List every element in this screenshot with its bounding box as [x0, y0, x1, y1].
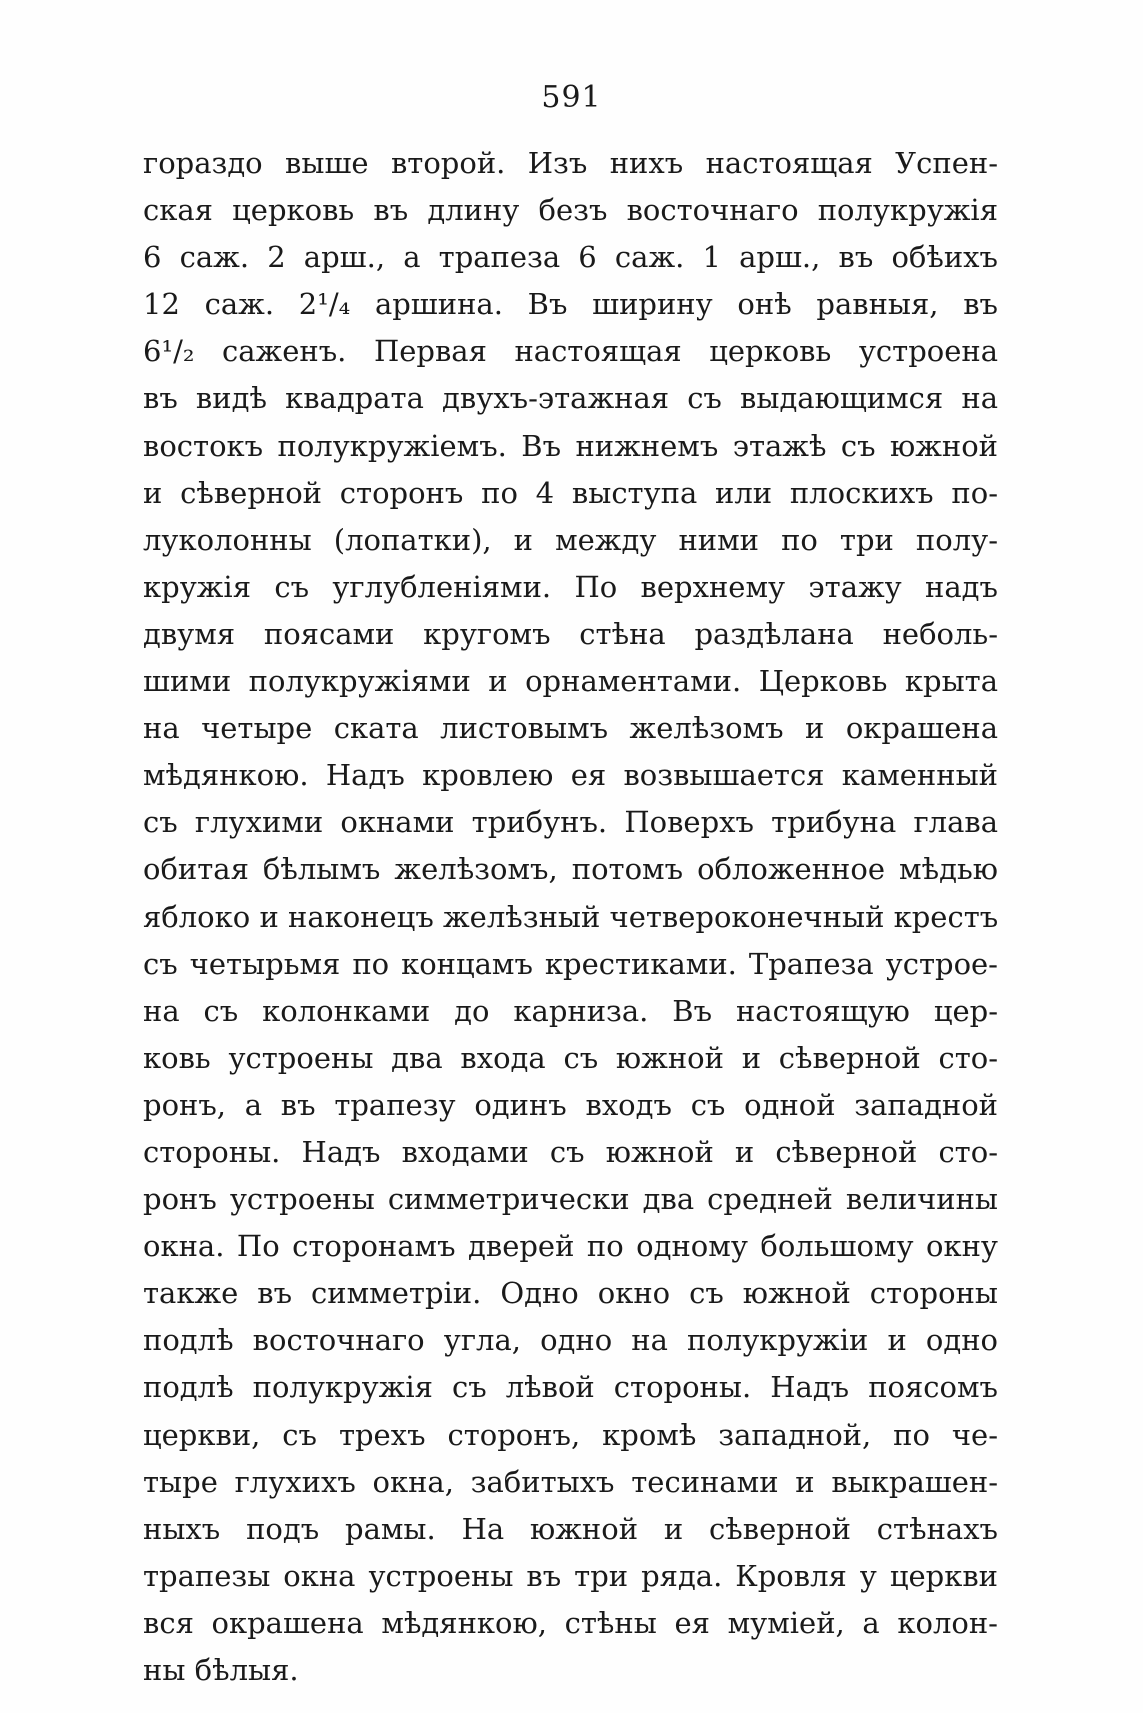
text-line: ныхъ подъ рамы. На южной и сѣверной стѣнахъ	[143, 1511, 998, 1546]
text-line: кружія съ углубленіями. По верхнему этажу надъ	[143, 569, 998, 604]
text-line: также въ симметріи. Одно окно съ южной стороны	[143, 1276, 998, 1311]
text-line: на съ колонками до карниза. Въ настоящую цер-	[143, 993, 998, 1028]
text-line: подлѣ восточнаго угла, одно на полукружіи и одно	[143, 1323, 998, 1358]
text-line: ронъ, а въ трапезу одинъ входъ съ одной западной	[143, 1087, 998, 1122]
page-number: 591	[541, 80, 602, 115]
text-line: луколонны (лопатки), и между ними по три полу-	[143, 522, 998, 557]
text-line: ронъ устроены симметрически два средней величины	[143, 1182, 998, 1217]
text-line: съ четырьмя по концамъ крестиками. Трапеза устрое-	[143, 946, 998, 981]
text-line: 6 саж. 2 арш., а трапеза 6 саж. 1 арш., въ обѣихъ	[143, 240, 998, 275]
text-line: окна. По сторонамъ дверей по одному большому окну	[143, 1229, 998, 1264]
text-line: въ видѣ квадрата двухъ-этажная съ выдающимся на	[143, 381, 998, 416]
text-line: съ глухими окнами трибунъ. Поверхъ трибуна глава	[143, 805, 998, 840]
text-line: церкви, съ трехъ сторонъ, кромѣ западной, по че-	[143, 1417, 998, 1452]
text-line: мѣдянкою. Надъ кровлею ея возвышается каменный	[143, 758, 998, 793]
text-line: подлѣ полукружія съ лѣвой стороны. Надъ поясомъ	[143, 1370, 998, 1405]
text-line: ковь устроены два входа съ южной и сѣверной сто-	[143, 1040, 998, 1075]
text-line: шими полукружіями и орнаментами. Церковь крыта	[143, 664, 998, 699]
text-line: ны бѣлыя.	[143, 1653, 299, 1687]
text-line: стороны. Надъ входами съ южной и сѣверной сто-	[143, 1134, 998, 1169]
text-line: 6¹/₂ саженъ. Первая настоящая церковь устроена	[143, 334, 998, 369]
text-line: на четыре ската листовымъ желѣзомъ и окрашена	[143, 711, 998, 746]
text-line: гораздо выше второй. Изъ нихъ настоящая Успен-	[143, 146, 998, 180]
text-line: обитая бѣлымъ желѣзомъ, потомъ обложенное мѣдью	[143, 852, 998, 887]
text-line: востокъ полукружіемъ. Въ нижнемъ этажѣ съ южной	[143, 428, 998, 463]
text-line: ская церковь въ длину безъ восточнаго полукружія	[143, 193, 998, 228]
text-line: двумя поясами кругомъ стѣна раздѣлана неболь-	[143, 616, 998, 651]
text-line: яблоко и наконецъ желѣзный четвероконечный крестъ	[143, 899, 998, 934]
text-line: и сѣверной сторонъ по 4 выступа или плоскихъ по-	[143, 475, 998, 510]
text-line: вся окрашена мѣдянкою, стѣны ея муміей, а колон-	[143, 1605, 998, 1640]
text-line: трапезы окна устроены въ три ряда. Кровля у церкви	[143, 1558, 998, 1593]
text-line: тыре глухихъ окна, забитыхъ тесинами и выкрашен-	[143, 1464, 998, 1499]
body-text	[143, 140, 998, 1694]
text-line: 12 саж. 2¹/₄ аршина. Въ ширину онѣ равныя, въ	[143, 287, 998, 322]
